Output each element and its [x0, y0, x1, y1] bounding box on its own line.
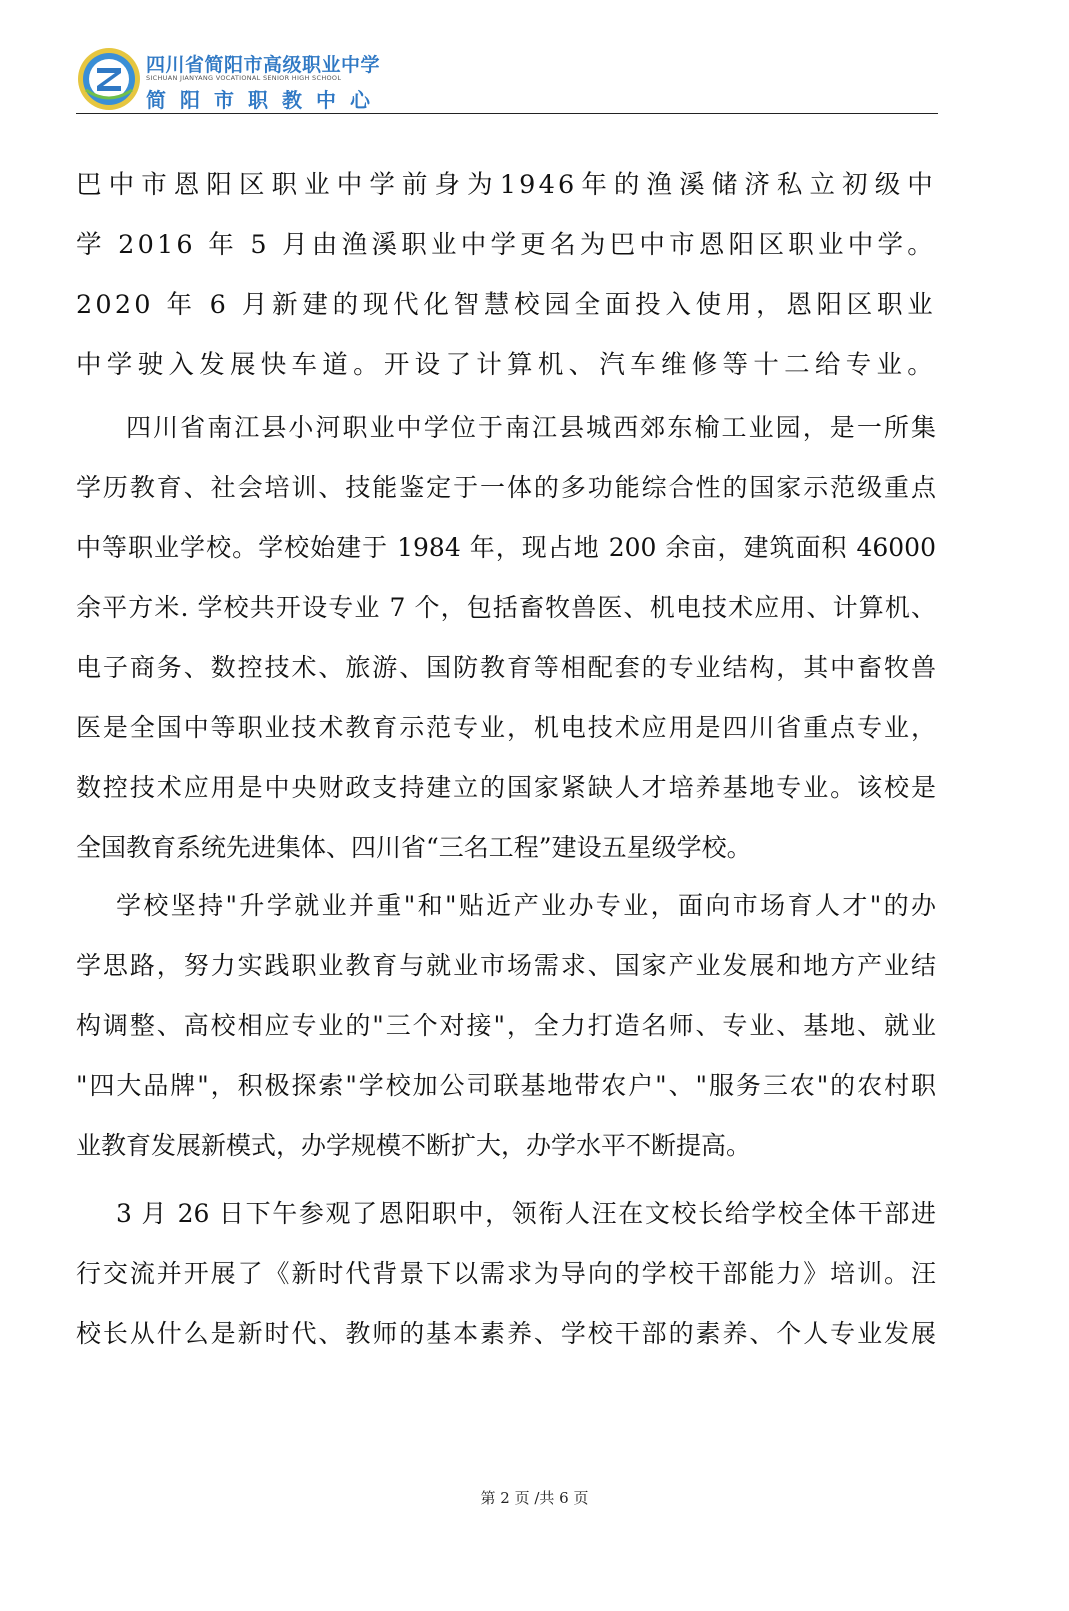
school-subtitle: 简阳市职教中心	[146, 88, 384, 112]
paragraph-2	[76, 398, 936, 878]
paragraph-1	[76, 155, 936, 395]
paragraph-line: 学思路，努力实践职业教育与就业市场需求、国家产业发展和地方产业结	[76, 951, 936, 980]
paragraph-line: 巴中市恩阳区职业中学前身为1946年的渔溪储济私立初级中	[76, 170, 936, 200]
paragraph-line: "四大品牌"，积极探索"学校加公司联基地带农户"、"服务三农"的农村职	[76, 1071, 936, 1100]
paragraph-line: 3 月 26 日下午参观了恩阳职中，领衔人汪在文校长给学校全体干部进	[116, 1199, 936, 1228]
header-divider	[76, 113, 938, 114]
paragraph-4	[76, 1184, 936, 1364]
paragraph-line: 中等职业学校。学校始建于 1984 年，现占地 200 余亩，建筑面积 46000	[76, 533, 936, 562]
paragraph-line: 中学驶入发展快车道。开设了计算机、汽车维修等十二给专业。	[76, 350, 936, 380]
paragraph-line: 构调整、高校相应专业的"三个对接"，全力打造名师、专业、基地、就业	[76, 1011, 936, 1040]
school-name-en: SICHUAN JIANYANG VOCATIONAL SENIOR HIGH SCHOOL	[146, 74, 342, 82]
paragraph-line: 电子商务、数控技术、旅游、国防教育等相配套的专业结构，其中畜牧兽	[76, 653, 936, 682]
paragraph-line: 校长从什么是新时代、教师的基本素养、学校干部的素养、个人专业发展	[76, 1319, 936, 1348]
paragraph-line: 数控技术应用是中央财政支持建立的国家紧缺人才培养基地专业。该校是	[76, 773, 936, 802]
paragraph-line: 行交流并开展了《新时代背景下以需求为导向的学校干部能力》培训。汪	[76, 1259, 936, 1288]
paragraph-line: 全国教育系统先进集体、四川省“三名工程”建设五星级学校。	[76, 833, 752, 862]
page-header	[76, 44, 938, 114]
page-number: 第 2 页 /共 6 页	[480, 1489, 589, 1507]
paragraph-3	[76, 876, 936, 1176]
school-name-cn: 四川省简阳市高级职业中学	[146, 54, 381, 76]
paragraph-line: 学 2016 年 5 月由渔溪职业中学更名为巴中市恩阳区职业中学。	[76, 230, 936, 260]
school-emblem-icon	[76, 46, 142, 112]
paragraph-line: 业教育发展新模式，办学规模不断扩大，办学水平不断提高。	[76, 1131, 752, 1160]
paragraph-line: 四川省南江县小河职业中学位于南江县城西郊东榆工业园，是一所集	[126, 413, 936, 442]
paragraph-line: 医是全国中等职业技术教育示范专业，机电技术应用是四川省重点专业，	[76, 713, 936, 742]
paragraph-line: 学校坚持"升学就业并重"和"贴近产业办专业，面向市场育人才"的办	[116, 891, 936, 920]
paragraph-line: 2020 年 6 月新建的现代化智慧校园全面投入使用，恩阳区职业	[76, 290, 936, 320]
paragraph-line: 余平方米. 学校共开设专业 7 个，包括畜牧兽医、机电技术应用、计算机、	[76, 593, 936, 622]
paragraph-line: 学历教育、社会培训、技能鉴定于一体的多功能综合性的国家示范级重点	[76, 473, 936, 502]
